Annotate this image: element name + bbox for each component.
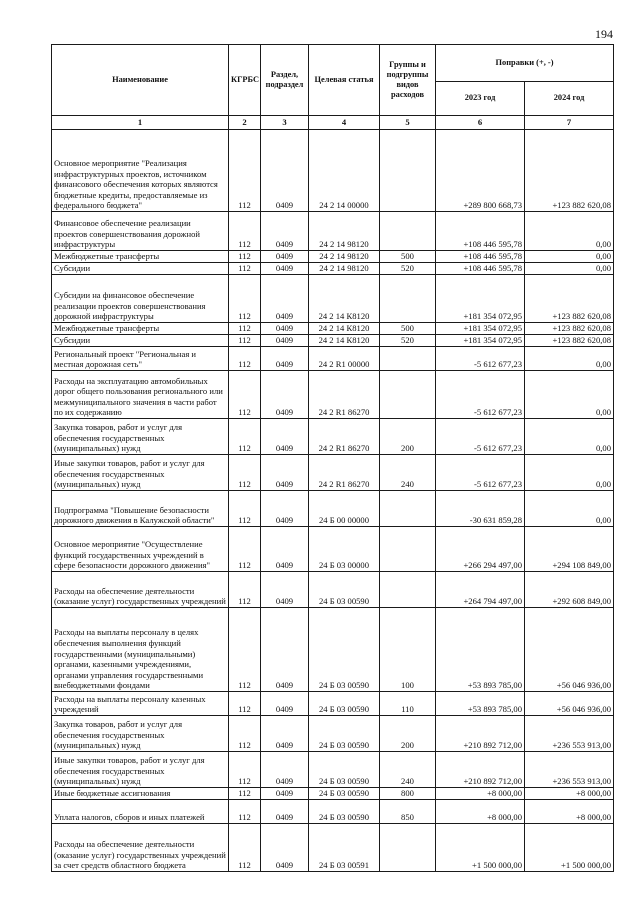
cell-section: 0409 (261, 527, 309, 572)
cell-group (380, 572, 436, 608)
cell-ktrbs: 112 (229, 323, 261, 335)
cell-ktrbs: 112 (229, 491, 261, 527)
cell-y2023: -30 631 859,28 (436, 491, 525, 527)
column-number: 1 (52, 116, 229, 130)
cell-ktrbs: 112 (229, 251, 261, 263)
cell-y2024: +1 500 000,00 (525, 824, 614, 872)
header-year-2023: 2023 год (436, 81, 525, 116)
cell-name: Финансовое обеспечение реализации проектов совершенствования дорожной инфраструктуры (52, 212, 229, 251)
cell-section: 0409 (261, 212, 309, 251)
column-numbers-row (52, 116, 614, 130)
cell-group: 240 (380, 752, 436, 788)
cell-y2024: +236 553 913,00 (525, 752, 614, 788)
cell-target: 24 Б 03 00590 (309, 608, 380, 692)
cell-target: 24 2 14 98120 (309, 263, 380, 275)
cell-y2023: +108 446 595,78 (436, 212, 525, 251)
cell-group: 240 (380, 455, 436, 491)
cell-group: 800 (380, 788, 436, 800)
cell-ktrbs: 112 (229, 335, 261, 347)
cell-ktrbs: 112 (229, 455, 261, 491)
cell-target: 24 2 14 К8120 (309, 275, 380, 323)
cell-target: 24 2 14 98120 (309, 212, 380, 251)
cell-name: Межбюджетные трансферты (52, 251, 229, 263)
cell-target: 24 2 R1 00000 (309, 347, 380, 371)
cell-y2024: +8 000,00 (525, 800, 614, 824)
cell-section: 0409 (261, 752, 309, 788)
table-row (52, 212, 614, 251)
cell-y2024: +123 882 620,08 (525, 130, 614, 212)
cell-y2023: +181 354 072,95 (436, 323, 525, 335)
column-number: 6 (436, 116, 525, 130)
cell-y2023: -5 612 677,23 (436, 347, 525, 371)
cell-target: 24 2 14 98120 (309, 251, 380, 263)
cell-name: Иные бюджетные ассигнования (52, 788, 229, 800)
cell-y2023: +8 000,00 (436, 788, 525, 800)
cell-section: 0409 (261, 347, 309, 371)
cell-target: 24 2 R1 86270 (309, 419, 380, 455)
table-header (52, 45, 614, 130)
table-row (52, 455, 614, 491)
cell-y2023: +266 294 497,00 (436, 527, 525, 572)
table-row (52, 419, 614, 455)
table-row (52, 251, 614, 263)
cell-name: Иные закупки товаров, работ и услуг для обеспечения государственных (муниципальных) нужд (52, 455, 229, 491)
cell-section: 0409 (261, 275, 309, 323)
column-number: 2 (229, 116, 261, 130)
cell-ktrbs: 112 (229, 788, 261, 800)
cell-y2023: +289 800 668,73 (436, 130, 525, 212)
cell-ktrbs: 112 (229, 800, 261, 824)
cell-name: Расходы на выплаты персоналу в целях обеспечения выполнения функций государственными (муниципальными) органами, казенными учреждениями, органами управления государственными внебюджетными фондами (52, 608, 229, 692)
table-row (52, 371, 614, 419)
cell-y2024: 0,00 (525, 347, 614, 371)
cell-target: 24 2 14 К8120 (309, 323, 380, 335)
cell-y2024: 0,00 (525, 419, 614, 455)
cell-ktrbs: 112 (229, 527, 261, 572)
table-row (52, 692, 614, 716)
cell-section: 0409 (261, 572, 309, 608)
cell-ktrbs: 112 (229, 824, 261, 872)
cell-group: 850 (380, 800, 436, 824)
cell-target: 24 Б 03 00590 (309, 692, 380, 716)
cell-target: 24 Б 03 00590 (309, 800, 380, 824)
table-row (52, 323, 614, 335)
cell-section: 0409 (261, 491, 309, 527)
cell-y2024: 0,00 (525, 263, 614, 275)
cell-section: 0409 (261, 788, 309, 800)
cell-group (380, 275, 436, 323)
cell-y2024: +8 000,00 (525, 788, 614, 800)
table-row (52, 527, 614, 572)
table-row (52, 347, 614, 371)
cell-target: 24 Б 03 00000 (309, 527, 380, 572)
cell-section: 0409 (261, 263, 309, 275)
cell-y2023: +181 354 072,95 (436, 275, 525, 323)
cell-group: 500 (380, 323, 436, 335)
table-row (52, 800, 614, 824)
cell-ktrbs: 112 (229, 275, 261, 323)
cell-y2024: +123 882 620,08 (525, 323, 614, 335)
table-row (52, 752, 614, 788)
table-row (52, 130, 614, 212)
cell-ktrbs: 112 (229, 263, 261, 275)
cell-name: Субсидии (52, 335, 229, 347)
cell-section: 0409 (261, 455, 309, 491)
cell-name: Расходы на выплаты персоналу казенных учреждений (52, 692, 229, 716)
cell-ktrbs: 112 (229, 419, 261, 455)
table-row (52, 335, 614, 347)
cell-name: Расходы на эксплуатацию автомобильных дорог общего пользования регионального или межмуниципального значения в части работ по их содержанию (52, 371, 229, 419)
column-number: 7 (525, 116, 614, 130)
cell-group: 500 (380, 251, 436, 263)
cell-y2024: 0,00 (525, 371, 614, 419)
header-ktrbs: КГРБС (229, 45, 261, 116)
cell-group (380, 347, 436, 371)
cell-ktrbs: 112 (229, 572, 261, 608)
cell-group (380, 130, 436, 212)
cell-section: 0409 (261, 323, 309, 335)
cell-target: 24 2 14 К8120 (309, 335, 380, 347)
table-row (52, 608, 614, 692)
cell-group: 520 (380, 335, 436, 347)
cell-y2024: 0,00 (525, 455, 614, 491)
cell-name: Иные закупки товаров, работ и услуг для обеспечения государственных (муниципальных) нужд (52, 752, 229, 788)
cell-group (380, 527, 436, 572)
cell-section: 0409 (261, 335, 309, 347)
cell-y2024: +236 553 913,00 (525, 716, 614, 752)
column-number: 3 (261, 116, 309, 130)
budget-amendments-table (51, 44, 614, 872)
cell-y2024: +123 882 620,08 (525, 335, 614, 347)
cell-y2024: +56 046 936,00 (525, 692, 614, 716)
cell-ktrbs: 112 (229, 347, 261, 371)
cell-group (380, 824, 436, 872)
table-body (52, 130, 614, 872)
cell-group: 200 (380, 419, 436, 455)
cell-section: 0409 (261, 824, 309, 872)
cell-group (380, 371, 436, 419)
cell-target: 24 Б 03 00590 (309, 788, 380, 800)
cell-ktrbs: 112 (229, 130, 261, 212)
header-section: Раздел, подраздел (261, 45, 309, 116)
cell-target: 24 Б 03 00590 (309, 716, 380, 752)
cell-section: 0409 (261, 608, 309, 692)
cell-section: 0409 (261, 800, 309, 824)
page-number: 194 (595, 27, 613, 41)
header-year-2024: 2024 год (525, 81, 614, 116)
cell-y2024: +292 608 849,00 (525, 572, 614, 608)
header-target: Целевая статья (309, 45, 380, 116)
cell-name: Закупка товаров, работ и услуг для обеспечения государственных (муниципальных) нужд (52, 419, 229, 455)
cell-y2023: +108 446 595,78 (436, 263, 525, 275)
cell-y2024: 0,00 (525, 212, 614, 251)
table-row (52, 572, 614, 608)
cell-section: 0409 (261, 419, 309, 455)
table-row (52, 788, 614, 800)
header-amendments: Поправки (+, -) (436, 45, 614, 82)
cell-name: Межбюджетные трансферты (52, 323, 229, 335)
header-groups: Группы и подгруппы видов расходов (380, 45, 436, 116)
cell-name: Субсидии (52, 263, 229, 275)
cell-group (380, 212, 436, 251)
cell-target: 24 2 R1 86270 (309, 371, 380, 419)
cell-name: Расходы на обеспечение деятельности (оказание услуг) государственных учреждений за счет средств областного бюджета (52, 824, 229, 872)
cell-target: 24 2 14 00000 (309, 130, 380, 212)
cell-y2023: +8 000,00 (436, 800, 525, 824)
column-number: 4 (309, 116, 380, 130)
cell-ktrbs: 112 (229, 608, 261, 692)
cell-name: Основное мероприятие "Осуществление функций государственных учреждений в сфере безопасности дорожного движения" (52, 527, 229, 572)
cell-group: 200 (380, 716, 436, 752)
table-row (52, 275, 614, 323)
cell-y2023: -5 612 677,23 (436, 419, 525, 455)
header-name: Наименование (52, 45, 229, 116)
cell-ktrbs: 112 (229, 752, 261, 788)
cell-section: 0409 (261, 716, 309, 752)
cell-y2023: +1 500 000,00 (436, 824, 525, 872)
cell-y2023: +210 892 712,00 (436, 716, 525, 752)
cell-y2024: +123 882 620,08 (525, 275, 614, 323)
cell-y2023: +53 893 785,00 (436, 608, 525, 692)
cell-ktrbs: 112 (229, 212, 261, 251)
cell-name: Расходы на обеспечение деятельности (оказание услуг) государственных учреждений (52, 572, 229, 608)
cell-group: 100 (380, 608, 436, 692)
cell-ktrbs: 112 (229, 371, 261, 419)
cell-name: Подпрограмма "Повышение безопасности дорожного движения в Калужской области" (52, 491, 229, 527)
cell-name: Закупка товаров, работ и услуг для обеспечения государственных (муниципальных) нужд (52, 716, 229, 752)
cell-group: 520 (380, 263, 436, 275)
cell-y2023: +108 446 595,78 (436, 251, 525, 263)
table-row (52, 263, 614, 275)
cell-section: 0409 (261, 692, 309, 716)
cell-name: Основное мероприятие "Реализация инфраструктурных проектов, источником финансового обеспечения которых являются бюджетные кредиты, предоставляемые из федерального бюджета" (52, 130, 229, 212)
cell-y2023: +264 794 497,00 (436, 572, 525, 608)
cell-name: Региональный проект "Региональная и местная дорожная сеть" (52, 347, 229, 371)
cell-y2024: +294 108 849,00 (525, 527, 614, 572)
cell-y2024: 0,00 (525, 251, 614, 263)
column-number: 5 (380, 116, 436, 130)
cell-target: 24 Б 03 00590 (309, 572, 380, 608)
table-row (52, 716, 614, 752)
cell-y2023: +210 892 712,00 (436, 752, 525, 788)
cell-y2024: +56 046 936,00 (525, 608, 614, 692)
cell-target: 24 Б 00 00000 (309, 491, 380, 527)
cell-ktrbs: 112 (229, 692, 261, 716)
cell-target: 24 Б 03 00590 (309, 752, 380, 788)
cell-name: Субсидии на финансовое обеспечение реализации проектов совершенствования дорожной инфраструктуры (52, 275, 229, 323)
cell-y2023: +181 354 072,95 (436, 335, 525, 347)
cell-y2024: 0,00 (525, 491, 614, 527)
cell-group (380, 491, 436, 527)
cell-section: 0409 (261, 371, 309, 419)
cell-y2023: -5 612 677,23 (436, 371, 525, 419)
cell-y2023: -5 612 677,23 (436, 455, 525, 491)
cell-name: Уплата налогов, сборов и иных платежей (52, 800, 229, 824)
cell-y2023: +53 893 785,00 (436, 692, 525, 716)
table-row (52, 824, 614, 872)
cell-target: 24 Б 03 00591 (309, 824, 380, 872)
cell-ktrbs: 112 (229, 716, 261, 752)
cell-section: 0409 (261, 130, 309, 212)
table-row (52, 491, 614, 527)
cell-group: 110 (380, 692, 436, 716)
cell-target: 24 2 R1 86270 (309, 455, 380, 491)
cell-section: 0409 (261, 251, 309, 263)
